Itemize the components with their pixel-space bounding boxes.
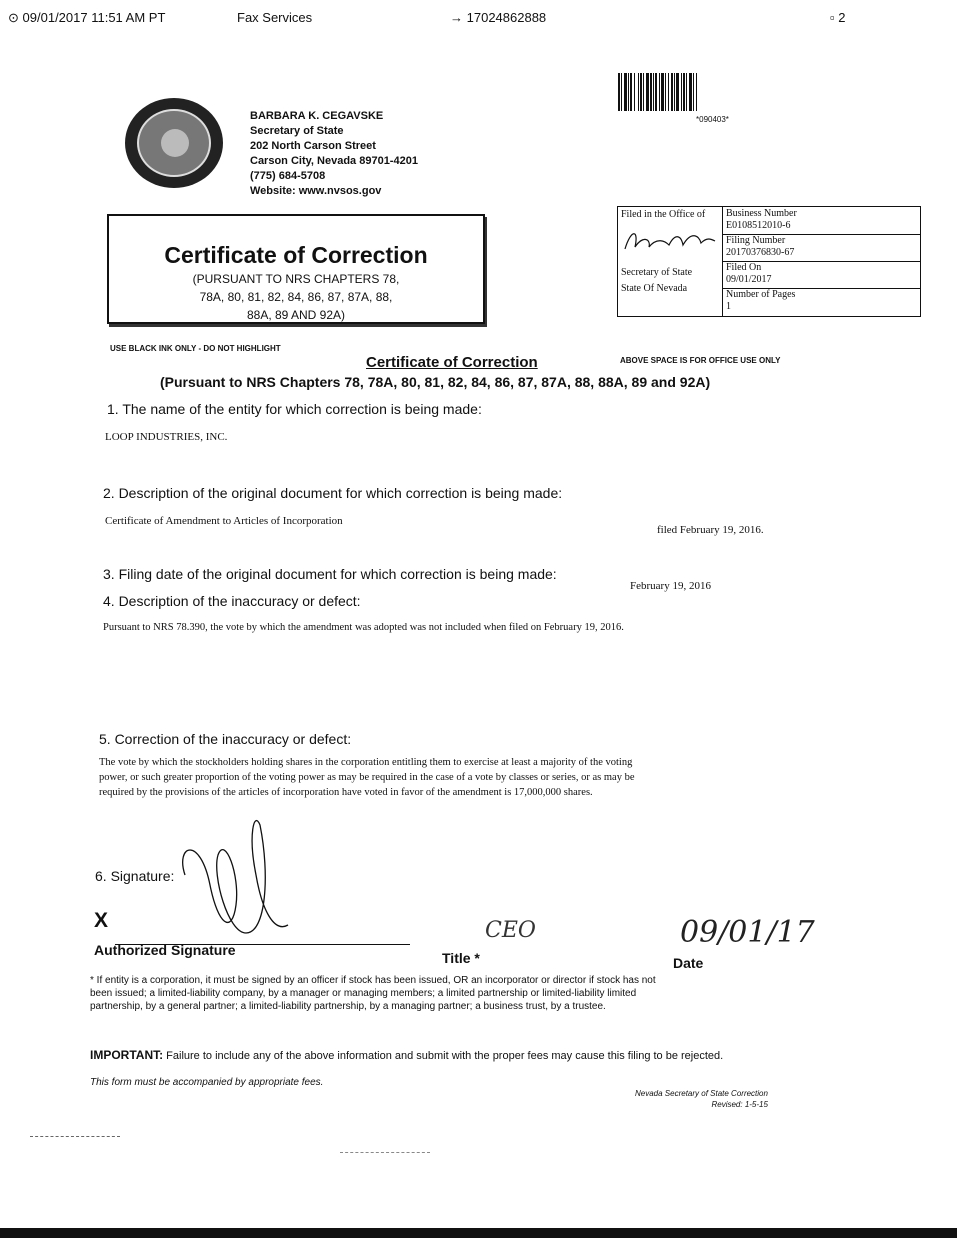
authorized-signature-label: Authorized Signature — [94, 942, 236, 958]
important-notice — [90, 1048, 723, 1062]
business-number-cell: Business Number E0108512010-6 — [723, 208, 920, 235]
scan-edge — [0, 1228, 957, 1238]
answer-1: LOOP INDUSTRIES, INC. — [105, 431, 228, 443]
form-subtitle: (Pursuant to NRS Chapters 78, 78A, 80, 81, 82, 84, 86, 87, 87A, 88, 88A, 89 and 92A) — [160, 374, 711, 390]
title-value: CEO — [485, 918, 536, 943]
barcode — [618, 73, 820, 111]
secretary-street: 202 North Carson Street — [250, 140, 376, 152]
filed-on-cell: Filed On 09/01/2017 — [723, 262, 920, 289]
date-value: 09/01/17 — [680, 915, 815, 950]
secretary-city: Carson City, Nevada 89701-4201 — [250, 155, 418, 167]
state-of-label: State Of Nevada — [621, 283, 688, 294]
secretary-website: Website: www.nvsos.gov — [250, 185, 382, 197]
footnote-line3: partnership, by a general partner; a limited-liability partnership, by a managing partner; a business trust, by a trustee. — [90, 1001, 606, 1012]
office-left-column — [618, 207, 723, 316]
business-number: E0108512010-6 — [726, 220, 791, 231]
signature-label: 6. Signature: — [95, 868, 175, 884]
important-text: Failure to include any of the above information and submit with the proper fees may cause this filing to be rejected. — [166, 1050, 724, 1062]
barcode-number: *090403* — [696, 115, 729, 124]
answer-5-line2: power, or such greater proportion of the voting power as may be required in the case of a vote by classes or series, or as may be — [99, 772, 635, 783]
barcode-bar — [697, 73, 698, 111]
answer-5-line3: required by the provisions of the articles of incorporation have voted in favor of the amendment is 17,000,000 shares. — [99, 787, 593, 798]
secretary-phone: (775) 684-5708 — [250, 170, 326, 182]
title-box — [107, 214, 485, 324]
footnote-line1: * If entity is a corporation, it must be signed by an officer if stock has been issued, OR an incorporator or director if stock has not — [90, 975, 656, 986]
question-3: 3. Filing date of the original document for which correction is being made: — [103, 566, 557, 582]
title-box-line1: (PURSUANT TO NRS CHAPTERS 78, — [192, 272, 400, 286]
important-label: IMPORTANT: — [90, 1048, 164, 1062]
question-2: 2. Description of the original document for which correction is being made: — [103, 485, 563, 501]
nevada-seal-icon — [125, 98, 223, 188]
pages-cell: Number of Pages 1 — [723, 289, 920, 315]
filed-in-label: Filed in the Office of — [621, 209, 706, 220]
page-icon: ▫ — [830, 10, 835, 25]
revision-line2: Revised: 1-5-15 — [711, 1100, 768, 1109]
question-5: 5. Correction of the inaccuracy or defect: — [99, 731, 352, 747]
fax-page: ▫ 2 — [830, 10, 846, 25]
date-label: Date — [673, 955, 704, 971]
secretary-address — [250, 109, 418, 199]
x-mark: X — [94, 909, 109, 932]
office-only-notice: ABOVE SPACE IS FOR OFFICE USE ONLY — [620, 356, 781, 365]
fees-note: This form must be accompanied by appropriate fees. — [90, 1077, 324, 1088]
filing-number: 20170376830-67 — [726, 247, 795, 258]
sec-state-label: Secretary of State — [621, 267, 693, 278]
fax-number: → 17024862888 — [450, 10, 547, 25]
scan-mark — [340, 1152, 430, 1154]
footnote-line2: been issued; a limited-liability company, by a manager or managing members; a limited partnership or limited-liability limited — [90, 988, 637, 999]
footnote — [90, 974, 656, 1013]
title-box-title: Certificate of Correction — [164, 242, 428, 268]
clock-icon: ⊙ — [8, 10, 19, 25]
ink-notice: USE BLACK INK ONLY - DO NOT HIGHLIGHT — [110, 344, 281, 353]
revision-note — [635, 1088, 768, 1110]
number-of-pages: 1 — [726, 301, 731, 312]
secretary-title: Secretary of State — [250, 125, 344, 137]
revision-line1: Nevada Secretary of State Correction — [635, 1089, 768, 1098]
scan-mark — [30, 1136, 120, 1138]
answer-3: February 19, 2016 — [630, 580, 711, 592]
question-4: 4. Description of the inaccuracy or defect: — [103, 593, 361, 609]
answer-4: Pursuant to NRS 78.390, the vote by which the amendment was adopted was not included when filed on February 19, 2016. — [103, 622, 624, 633]
answer-2-filed: filed February 19, 2016. — [657, 524, 764, 536]
handwritten-signature — [170, 815, 350, 945]
secretary-name: BARBARA K. CEGAVSKE — [250, 110, 384, 122]
title-box-line2: 78A, 80, 81, 82, 84, 86, 87, 87A, 88, — [199, 290, 393, 304]
svg-text:Barbara K. Cegavske: Barbara K. Cegavske — [621, 225, 630, 226]
answer-5-line1: The vote by which the stockholders holding shares in the corporation entitling them to exercise at least a majority of the voting — [99, 757, 633, 768]
title-label: Title * — [442, 950, 480, 966]
form-title: Certificate of Correction — [366, 354, 538, 371]
answer-2: Certificate of Amendment to Articles of Incorporation — [105, 515, 343, 527]
secretary-signature — [621, 225, 717, 255]
fax-datetime: ⊙ 09/01/2017 11:51 AM PT — [8, 10, 166, 25]
office-use-box — [617, 206, 921, 317]
title-box-line3: 88A, 89 AND 92A) — [246, 308, 346, 322]
filing-number-cell: Filing Number 20170376830-67 — [723, 235, 920, 262]
fax-sender: Fax Services — [237, 10, 313, 25]
question-1: 1. The name of the entity for which correction is being made: — [107, 401, 482, 417]
arrow-right-icon: → — [450, 10, 463, 25]
filed-on: 09/01/2017 — [726, 274, 772, 285]
